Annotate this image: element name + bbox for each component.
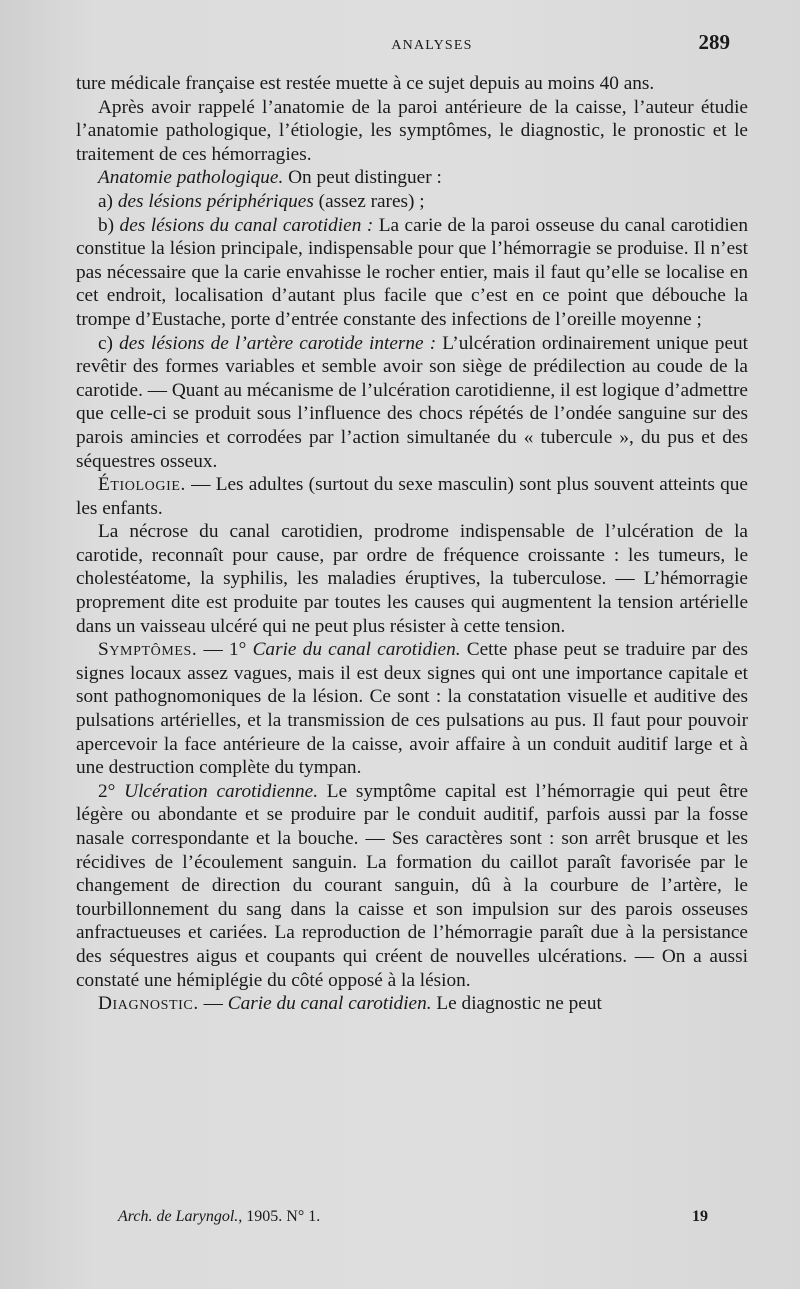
body-text <box>76 72 748 1016</box>
paragraph-text: La carie de la paroi osseuse du canal carotidien constitue la lésion principale, indispensable pour que l’hémorragie se produise. Il n’est pas nécessaire que la carie envahisse le rocher entier, mais il faut qu’elle se localise en cet endroit, localisation d’autant plus facile que c’est en ce point que débouche la trompe d’Eustache, porte d’entrée constante des infections de l’oreille moyenne ; <box>76 214 748 330</box>
paragraph <box>76 520 748 638</box>
paragraph-text: Cette phase peut se traduire par des signes locaux assez vagues, mais il est deux signes qui ont une importance capitale et sont pathognomoniques de la lésion. Ce sont : la constatation visuelle et auditive des pulsations artérielles, et la transmission de ces pulsations au pus. Il faut pour pouvoir apercevoir la face antérieure de la caisse, avoir affaire à un conduit auditif large et à une destruction complète du tympan. <box>76 639 749 779</box>
journal-name: Arch. de Laryngol., <box>118 1208 243 1225</box>
running-title: ANALYSES <box>391 38 473 53</box>
paragraph <box>76 780 748 992</box>
section-heading: Anatomie pathologique. <box>98 167 284 189</box>
page-number: 289 <box>698 30 730 54</box>
paragraph-text: Le diagnostic ne peut <box>431 993 602 1015</box>
page-header <box>76 30 748 64</box>
list-item <box>76 332 748 474</box>
paragraph <box>76 96 748 167</box>
paragraph-text: — 1° <box>197 639 253 661</box>
list-letter: b) <box>98 214 120 236</box>
section-paragraph <box>76 638 748 780</box>
journal-issue: 1905. N° 1. <box>242 1208 321 1225</box>
paragraph-text: Après avoir rappelé l’anatomie de la paroi antérieure de la caisse, l’auteur étudie l’anatomie pathologique, l’étiologie, les symptômes, le diagnostic, le pronostic et le traitement de ces hémorragies. <box>76 96 748 165</box>
list-heading: des lésions de l’artère carotide interne : <box>119 332 437 354</box>
section-heading: Étiologie. <box>98 474 186 496</box>
list-letter: c) <box>98 332 120 354</box>
paragraph-text: On peut distinguer : <box>283 167 442 189</box>
paragraph-text: (assez rares) ; <box>313 190 425 212</box>
list-heading: des lésions périphériques <box>117 190 314 212</box>
section-paragraph <box>76 992 748 1016</box>
paragraph-text: — <box>198 993 228 1015</box>
list-letter: a) <box>98 190 118 212</box>
list-item <box>76 190 748 214</box>
paragraph-text: Le symptôme capital est l’hémorragie qui peut être légère ou abondante et se produire par le conduit auditif, parfois aussi par la fosse nasale correspondante et la bouche. — Ses caractères sont : son arrêt brusque et les récidives de l’écoulement sanguin. La formation du caillot paraît favorisée par le changement de direction du courant sanguin, dû à la courbure de l’artère, le tourbillonnement du sang dans la caisse et son impulsion sur des parois osseuses anfractueuses et cariées. La reproduction de l’hémorragie paraît due à la persistance des séquestres aigus et coupants qui créent de nouvelles ulcérations. — On a aussi constaté une hémiplégie du côté opposé à la lésion. <box>76 780 749 991</box>
subsection-heading: Carie du canal carotidien. <box>227 993 432 1015</box>
paragraph-text: — Les adultes (surtout du sexe masculin) sont plus souvent atteints que les enfants. <box>76 474 748 519</box>
section-heading: Symptômes. <box>98 639 198 661</box>
section-heading: Diagnostic. <box>98 993 199 1015</box>
list-item <box>76 214 748 332</box>
section-intro <box>76 166 748 190</box>
paragraph-text: L’ulcération ordinairement unique peut revêtir des formes variables et semble avoir son siège de prédilection au coude de la carotide. — Quant au mécanisme de l’ulcération carotidienne, il est logique d’admettre que celle-ci se produit sous l’influence des chocs répétés de l’ondée sanguine sur des parois amincies et corrodées par l’action simultanée du « tubercule », du pus et des séquestres osseux. <box>76 332 749 472</box>
subsection-heading: Carie du canal carotidien. <box>252 639 461 661</box>
section-paragraph <box>76 473 748 520</box>
list-heading: des lésions du canal carotidien : <box>119 214 374 236</box>
paragraph-text: ture médicale française est restée muette à ce sujet depuis au moins 40 ans. <box>76 73 655 94</box>
paragraph-text: La nécrose du canal carotidien, prodrome indispensable de l’ulcération de la carotide, reconnaît pour cause, par ordre de fréquence croissante : les tumeurs, le cholestéatome, la syphilis, les maladies éruptives, la tuberculose. — L’hémorragie proprement dite est produite par toutes les causes qui augmentent la tension artérielle dans un vaisseau ulcéré qui ne peut plus résister à cette tension. <box>76 521 748 637</box>
subsection-heading: Ulcération carotidienne. <box>124 780 319 802</box>
sheet-signature: 19 <box>692 1208 708 1225</box>
page-footer <box>118 1208 708 1226</box>
paragraph-number: 2° <box>98 780 125 802</box>
paragraph <box>76 72 748 96</box>
